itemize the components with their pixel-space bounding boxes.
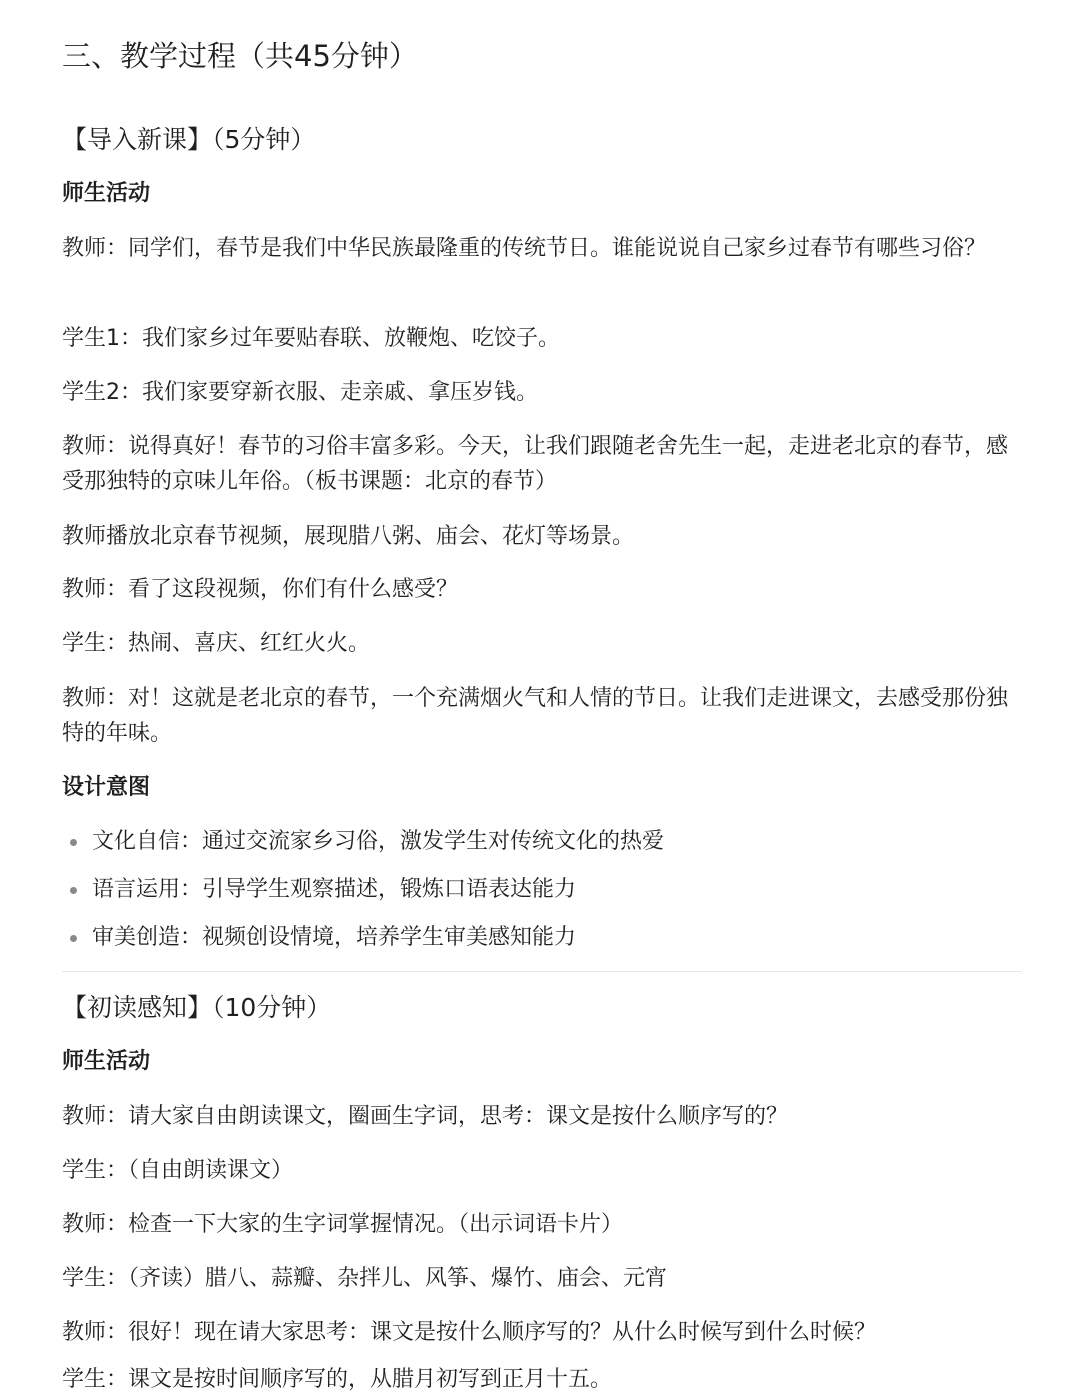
paragraph: 教师：说得真好！春节的习俗丰富多彩。今天，让我们跟随老舍先生一起，走进老北京的春节，感受那独特的京味儿年俗。（板书课题：北京的春节） bbox=[62, 434, 1009, 494]
bullet-icon bbox=[70, 935, 77, 942]
list-item-text: 审美创造：视频创设情境，培养学生审美感知能力 bbox=[92, 925, 577, 950]
paragraph: 教师：同学们，春节是我们中华民族最隆重的传统节日。谁能说说自己家乡过春节有哪些习俗？ bbox=[62, 236, 987, 261]
paragraph: 教师：对！这就是老北京的春节，一个充满烟火气和人情的节日。让我们走进课文，去感受那份独特的年味。 bbox=[62, 686, 1009, 746]
paragraph: 学生：热闹、喜庆、红红火火。 bbox=[62, 631, 371, 656]
paragraph: 学生1：我们家乡过年要贴春联、放鞭炮、吃饺子。 bbox=[62, 326, 560, 351]
list-item-text: 语言运用：引导学生观察描述，锻炼口语表达能力 bbox=[92, 877, 577, 902]
bullet-icon bbox=[70, 887, 77, 894]
paragraph: 教师：看了这段视频，你们有什么感受？ bbox=[62, 577, 459, 602]
paragraph: 学生：课文是按时间顺序写的，从腊月初写到正月十五。 bbox=[62, 1367, 613, 1392]
page-title: 三、教学过程（共45分钟） bbox=[62, 39, 418, 73]
paragraph: 教师：请大家自由朗读课文，圈画生字词，思考：课文是按什么顺序写的？ bbox=[62, 1104, 789, 1129]
paragraph: 教师：检查一下大家的生字词掌握情况。（出示词语卡片） bbox=[62, 1212, 624, 1237]
bullet-icon bbox=[70, 839, 77, 846]
activity-label: 师生活动 bbox=[62, 1049, 151, 1074]
design-intent-label: 设计意图 bbox=[62, 775, 151, 800]
paragraph: 学生：（齐读）腊八、蒜瓣、杂拌儿、风筝、爆竹、庙会、元宵 bbox=[62, 1266, 668, 1291]
paragraph: 学生2：我们家要穿新衣服、走亲戚、拿压岁钱。 bbox=[62, 380, 538, 405]
list-item-text: 文化自信：通过交流家乡习俗，激发学生对传统文化的热爱 bbox=[92, 829, 665, 854]
paragraph: 教师：很好！现在请大家思考：课文是按什么顺序写的？从什么时候写到什么时候？ bbox=[62, 1320, 877, 1345]
section-divider bbox=[62, 971, 1022, 972]
section-title-first-reading: 【初读感知】（10分钟） bbox=[62, 993, 332, 1022]
section-title-intro: 【导入新课】（5分钟） bbox=[62, 125, 316, 154]
paragraph: 教师播放北京春节视频，展现腊八粥、庙会、花灯等场景。 bbox=[62, 524, 635, 549]
activity-label: 师生活动 bbox=[62, 181, 151, 206]
paragraph: 学生：（自由朗读课文） bbox=[62, 1158, 294, 1183]
